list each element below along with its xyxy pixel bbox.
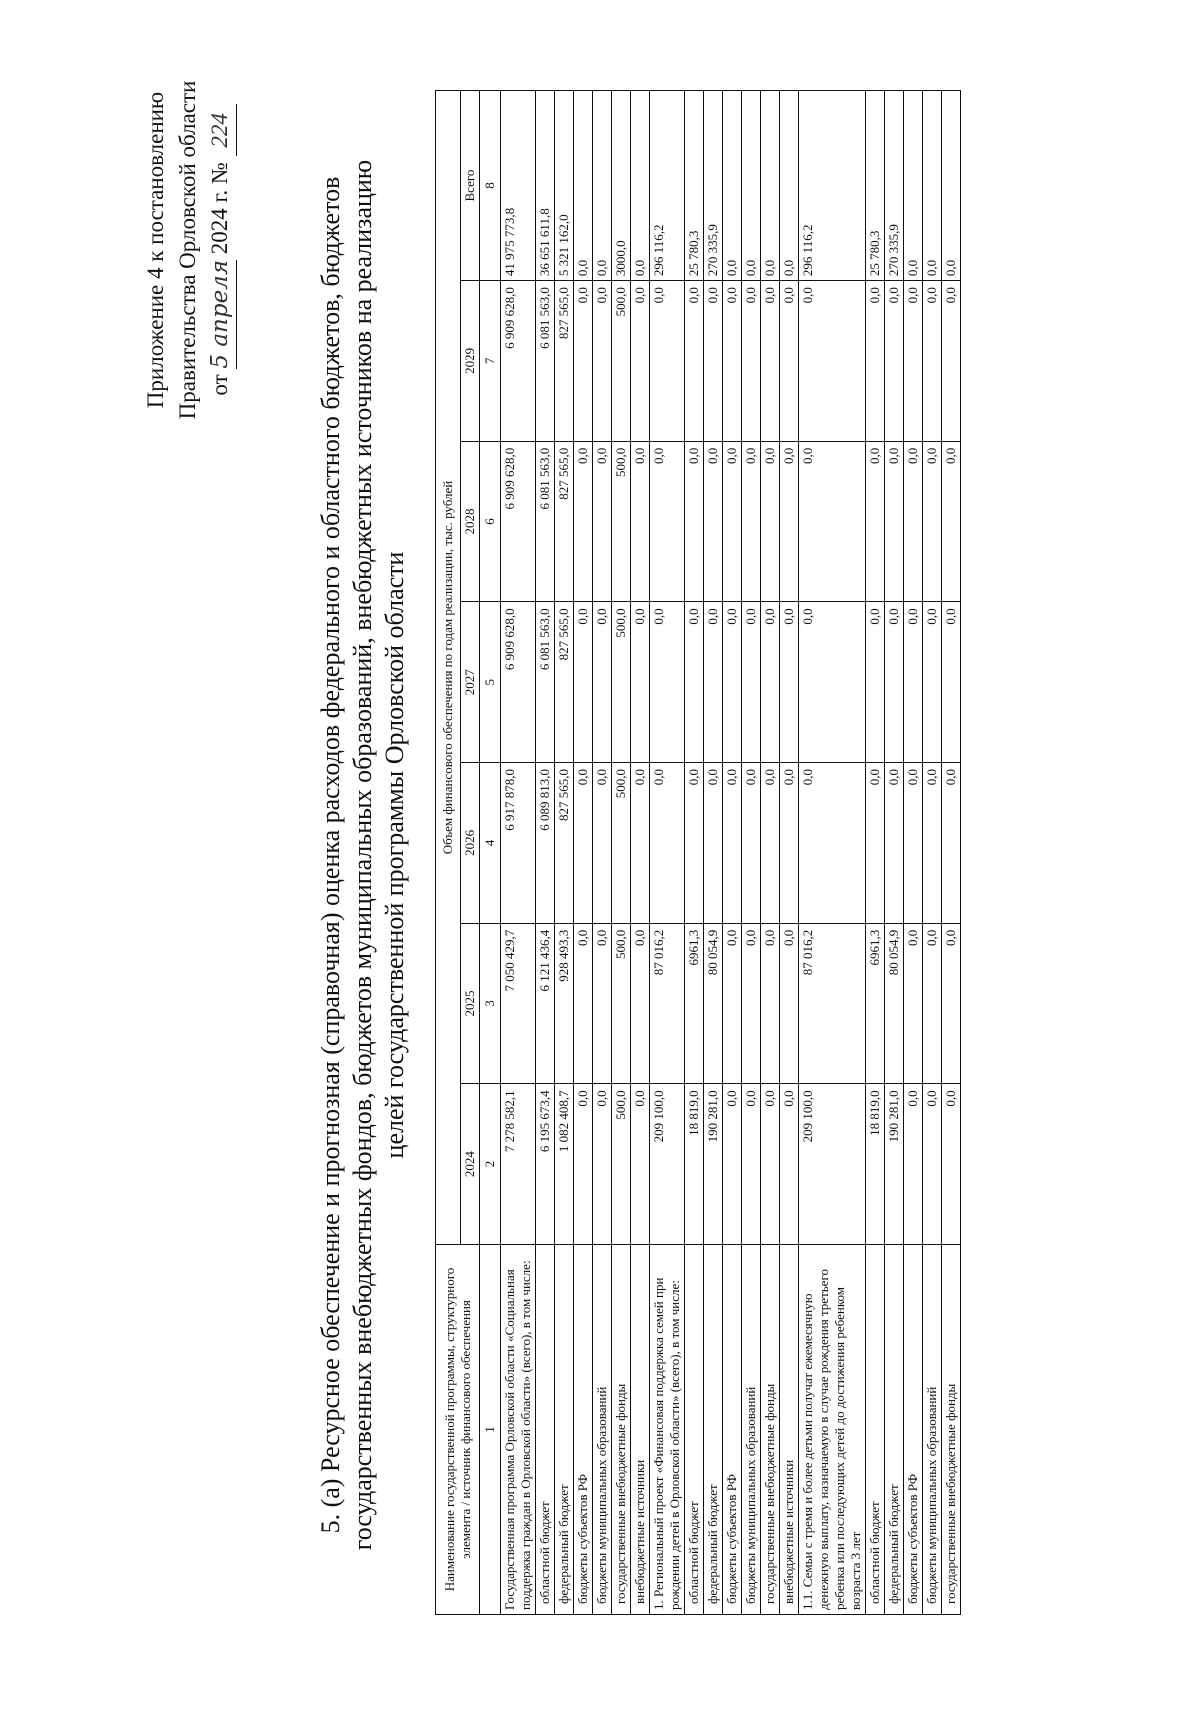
table-row <box>866 91 885 1615</box>
year-value-cell: 0,0 <box>593 763 612 924</box>
year-value-cell: 500,0 <box>612 441 631 602</box>
row-name-cell: бюджеты субъектов РФ <box>904 1245 923 1615</box>
year-header: Всего <box>461 91 480 281</box>
year-value-cell: 0,0 <box>761 602 780 763</box>
row-name-cell: 1.1. Семьи с тремя и более детьми получат ежемесячную денежную выплату, назначаемую в случае рождения третьего ребенка или последующих детей до достижения ребенком возраста 3 лет <box>799 1245 866 1615</box>
table-row <box>501 91 536 1615</box>
year-value-cell: 6961,3 <box>866 923 885 1084</box>
heading-line-3: целей государственной программы Орловской области <box>380 551 409 1159</box>
year-value-cell: 0,0 <box>631 441 650 602</box>
total-value-cell: 0,0 <box>923 91 942 281</box>
appendix-block <box>140 70 237 430</box>
handwritten-number: 224 <box>204 104 237 156</box>
year-value-cell: 6 195 673,4 <box>536 1084 555 1245</box>
year-value-cell: 0,0 <box>885 602 904 763</box>
total-value-cell: 5 321 162,0 <box>555 91 574 281</box>
year-value-cell: 0,0 <box>866 763 885 924</box>
year-value-cell: 0,0 <box>780 1084 799 1245</box>
year-header: 2024 <box>461 1084 480 1245</box>
year-value-cell: 6961,3 <box>685 923 704 1084</box>
year-value-cell: 0,0 <box>593 923 612 1084</box>
year-value-cell: 827 565,0 <box>555 281 574 442</box>
year-value-cell: 190 281,0 <box>885 1084 904 1245</box>
total-value-cell: 25 780,3 <box>685 91 704 281</box>
year-value-cell: 0,0 <box>923 1084 942 1245</box>
year-value-cell: 500,0 <box>612 602 631 763</box>
appendix-line-3 <box>204 70 237 430</box>
table-row <box>536 91 555 1615</box>
row-name-cell: бюджеты муниципальных образований <box>593 1245 612 1615</box>
year-value-cell: 0,0 <box>761 441 780 602</box>
year-value-cell: 6 121 436,4 <box>536 923 555 1084</box>
year-value-cell: 0,0 <box>574 1084 593 1245</box>
year-value-cell: 827 565,0 <box>555 441 574 602</box>
year-value-cell: 0,0 <box>761 281 780 442</box>
table-row <box>761 91 780 1615</box>
table-row <box>631 91 650 1615</box>
row-name-cell: государственные внебюджетные фонды <box>942 1245 961 1615</box>
appendix-line-2: Правительства Орловской области <box>175 80 200 420</box>
year-value-cell: 0,0 <box>904 763 923 924</box>
year-value-cell: 0,0 <box>593 602 612 763</box>
year-value-cell: 0,0 <box>923 602 942 763</box>
table-row <box>574 91 593 1615</box>
row-name-cell: 1. Региональный проект «Финансовая поддержка семей при рождении детей в Орловской области» (всего), в том числе: <box>650 1245 685 1615</box>
table-container <box>435 90 1130 1615</box>
year-value-cell: 0,0 <box>685 602 704 763</box>
column-number: 4 <box>480 763 501 924</box>
year-value-cell: 0,0 <box>723 441 742 602</box>
total-value-cell: 0,0 <box>723 91 742 281</box>
column-number: 7 <box>480 281 501 442</box>
table-row <box>650 91 685 1615</box>
year-value-cell: 500,0 <box>612 923 631 1084</box>
year-value-cell: 827 565,0 <box>555 763 574 924</box>
year-value-cell: 0,0 <box>704 763 723 924</box>
table-row <box>723 91 742 1615</box>
table-row <box>704 91 723 1615</box>
table-row <box>923 91 942 1615</box>
year-value-cell: 209 100,0 <box>650 1084 685 1245</box>
year-value-cell: 0,0 <box>742 602 761 763</box>
year-value-cell: 6 909 628,0 <box>501 441 536 602</box>
year-value-cell: 0,0 <box>761 1084 780 1245</box>
year-value-cell: 0,0 <box>904 602 923 763</box>
total-value-cell: 3000,0 <box>612 91 631 281</box>
year-value-cell: 87 016,2 <box>799 923 866 1084</box>
year-header: 2026 <box>461 763 480 924</box>
year-value-cell: 0,0 <box>704 281 723 442</box>
year-value-cell: 0,0 <box>704 441 723 602</box>
row-name-cell: областной бюджет <box>536 1245 555 1615</box>
year-value-cell: 0,0 <box>723 602 742 763</box>
handwritten-date: 5 апреля <box>204 260 237 369</box>
year-value-cell: 0,0 <box>650 763 685 924</box>
year-value-cell: 0,0 <box>650 281 685 442</box>
year-value-cell: 0,0 <box>574 281 593 442</box>
year-value-cell: 827 565,0 <box>555 602 574 763</box>
year-value-cell: 6 909 628,0 <box>501 602 536 763</box>
table-row <box>942 91 961 1615</box>
year-value-cell: 0,0 <box>904 923 923 1084</box>
year-value-cell: 0,0 <box>685 441 704 602</box>
year-header: 2027 <box>461 602 480 763</box>
year-value-cell: 0,0 <box>923 763 942 924</box>
year-value-cell: 0,0 <box>742 763 761 924</box>
rotated-page <box>40 50 1160 1660</box>
column-number: 1 <box>480 1245 501 1615</box>
row-name-cell: бюджеты субъектов РФ <box>574 1245 593 1615</box>
row-name-cell: бюджеты муниципальных образований <box>742 1245 761 1615</box>
year-value-cell: 0,0 <box>631 602 650 763</box>
year-value-cell: 0,0 <box>761 763 780 924</box>
total-value-cell: 36 651 611,8 <box>536 91 555 281</box>
year-value-cell: 0,0 <box>631 1084 650 1245</box>
year-value-cell: 0,0 <box>866 281 885 442</box>
year-value-cell: 0,0 <box>742 1084 761 1245</box>
year-value-cell: 0,0 <box>904 1084 923 1245</box>
name-column-header: Наименование государственной программы, структурного элемента / источник финансового обеспечения <box>436 1245 480 1615</box>
appendix-year: 2024 г. № <box>207 162 232 255</box>
year-value-cell: 0,0 <box>723 281 742 442</box>
year-value-cell: 0,0 <box>631 763 650 924</box>
row-name-cell: бюджеты субъектов РФ <box>723 1245 742 1615</box>
year-value-cell: 0,0 <box>593 1084 612 1245</box>
year-value-cell: 0,0 <box>761 923 780 1084</box>
year-value-cell: 0,0 <box>799 763 866 924</box>
year-value-cell: 6 081 563,0 <box>536 441 555 602</box>
row-name-cell: внебюджетные источники <box>631 1245 650 1615</box>
year-value-cell: 0,0 <box>574 602 593 763</box>
heading-line-1: 5. (а) Ресурсное обеспечение и прогнозная (справочная) оценка расходов федерального и областного бюджетов, бюджетов <box>316 176 345 1534</box>
year-value-cell: 0,0 <box>942 923 961 1084</box>
year-value-cell: 0,0 <box>742 281 761 442</box>
year-value-cell: 0,0 <box>574 923 593 1084</box>
year-value-cell: 1 082 408,7 <box>555 1084 574 1245</box>
year-value-cell: 0,0 <box>742 923 761 1084</box>
table-row <box>555 91 574 1615</box>
year-value-cell: 0,0 <box>723 763 742 924</box>
row-name-cell: бюджеты муниципальных образований <box>923 1245 942 1615</box>
year-value-cell: 18 819,0 <box>685 1084 704 1245</box>
row-name-cell: федеральный бюджет <box>555 1245 574 1615</box>
year-value-cell: 500,0 <box>612 1084 631 1245</box>
total-value-cell: 0,0 <box>631 91 650 281</box>
total-value-cell: 0,0 <box>574 91 593 281</box>
year-value-cell: 18 819,0 <box>866 1084 885 1245</box>
total-value-cell: 0,0 <box>742 91 761 281</box>
year-value-cell: 0,0 <box>799 441 866 602</box>
year-value-cell: 0,0 <box>650 602 685 763</box>
year-value-cell: 0,0 <box>593 441 612 602</box>
row-name-cell: федеральный бюджет <box>885 1245 904 1615</box>
year-value-cell: 500,0 <box>612 763 631 924</box>
year-value-cell: 0,0 <box>885 763 904 924</box>
table-row <box>799 91 866 1615</box>
document-heading <box>315 120 411 1590</box>
row-name-cell: государственные внебюджетные фонды <box>761 1245 780 1615</box>
row-name-cell: государственные внебюджетные фонды <box>612 1245 631 1615</box>
year-value-cell: 0,0 <box>923 281 942 442</box>
table-row <box>742 91 761 1615</box>
total-value-cell: 0,0 <box>904 91 923 281</box>
table-row <box>612 91 631 1615</box>
year-value-cell: 0,0 <box>780 763 799 924</box>
appendix-prefix: от <box>207 374 232 396</box>
year-value-cell: 0,0 <box>923 923 942 1084</box>
year-value-cell: 0,0 <box>923 441 942 602</box>
year-value-cell: 0,0 <box>780 923 799 1084</box>
total-value-cell: 0,0 <box>761 91 780 281</box>
total-value-cell: 0,0 <box>780 91 799 281</box>
year-value-cell: 0,0 <box>723 1084 742 1245</box>
year-value-cell: 0,0 <box>631 281 650 442</box>
table-row <box>885 91 904 1615</box>
year-value-cell: 0,0 <box>885 441 904 602</box>
year-value-cell: 0,0 <box>704 602 723 763</box>
year-value-cell: 928 493,3 <box>555 923 574 1084</box>
column-number: 3 <box>480 923 501 1084</box>
year-value-cell: 0,0 <box>650 441 685 602</box>
year-value-cell: 0,0 <box>574 441 593 602</box>
table-row <box>685 91 704 1615</box>
year-value-cell: 0,0 <box>885 281 904 442</box>
row-name-cell: федеральный бюджет <box>704 1245 723 1615</box>
year-value-cell: 80 054,9 <box>885 923 904 1084</box>
year-value-cell: 0,0 <box>685 281 704 442</box>
row-name-cell: областной бюджет <box>685 1245 704 1615</box>
column-number: 5 <box>480 602 501 763</box>
heading-line-2: государственных внебюджетных фондов, бюджетов муниципальных образований, внебюджетных источников на реализацию <box>348 159 377 1551</box>
year-value-cell: 0,0 <box>780 441 799 602</box>
year-value-cell: 190 281,0 <box>704 1084 723 1245</box>
total-value-cell: 0,0 <box>942 91 961 281</box>
year-value-cell: 6 917 878,0 <box>501 763 536 924</box>
year-value-cell: 7 050 429,7 <box>501 923 536 1084</box>
year-value-cell: 7 278 582,1 <box>501 1084 536 1245</box>
year-value-cell: 0,0 <box>866 602 885 763</box>
year-value-cell: 6 081 563,0 <box>536 281 555 442</box>
year-value-cell: 209 100,0 <box>799 1084 866 1245</box>
table-row <box>780 91 799 1615</box>
year-header: 2028 <box>461 441 480 602</box>
table-row <box>904 91 923 1615</box>
year-header: 2029 <box>461 281 480 442</box>
row-name-cell: областной бюджет <box>866 1245 885 1615</box>
year-value-cell: 0,0 <box>685 763 704 924</box>
total-value-cell: 41 975 773,8 <box>501 91 536 281</box>
year-value-cell: 0,0 <box>780 281 799 442</box>
row-name-cell: внебюджетные источники <box>780 1245 799 1615</box>
year-value-cell: 0,0 <box>723 923 742 1084</box>
group-header: Объем финансового обеспечения по годам реализации, тыс. рублей <box>436 91 461 1245</box>
total-value-cell: 270 335,9 <box>885 91 904 281</box>
year-value-cell: 0,0 <box>799 602 866 763</box>
year-value-cell: 0,0 <box>942 441 961 602</box>
year-value-cell: 0,0 <box>942 281 961 442</box>
year-value-cell: 6 909 628,0 <box>501 281 536 442</box>
year-value-cell: 500,0 <box>612 281 631 442</box>
year-value-cell: 0,0 <box>631 923 650 1084</box>
total-value-cell: 25 780,3 <box>866 91 885 281</box>
year-value-cell: 6 081 563,0 <box>536 602 555 763</box>
total-value-cell: 270 335,9 <box>704 91 723 281</box>
total-value-cell: 0,0 <box>593 91 612 281</box>
year-header: 2025 <box>461 923 480 1084</box>
column-number: 6 <box>480 441 501 602</box>
year-value-cell: 0,0 <box>742 441 761 602</box>
appendix-line-1: Приложение 4 к постановлению <box>143 91 168 409</box>
year-value-cell: 80 054,9 <box>704 923 723 1084</box>
year-value-cell: 0,0 <box>942 763 961 924</box>
year-value-cell: 0,0 <box>593 281 612 442</box>
year-value-cell: 0,0 <box>866 441 885 602</box>
row-name-cell: Государственная программа Орловской области «Социальная поддержка граждан в Орловской области» (всего), в том числе: <box>501 1245 536 1615</box>
table-row <box>593 91 612 1615</box>
column-number: 8 <box>480 91 501 281</box>
year-value-cell: 87 016,2 <box>650 923 685 1084</box>
financing-table <box>435 90 961 1615</box>
total-value-cell: 296 116,2 <box>799 91 866 281</box>
year-value-cell: 0,0 <box>799 281 866 442</box>
year-value-cell: 6 089 813,0 <box>536 763 555 924</box>
year-value-cell: 0,0 <box>574 763 593 924</box>
year-value-cell: 0,0 <box>904 441 923 602</box>
year-value-cell: 0,0 <box>904 281 923 442</box>
column-number: 2 <box>480 1084 501 1245</box>
year-value-cell: 0,0 <box>942 1084 961 1245</box>
year-value-cell: 0,0 <box>780 602 799 763</box>
total-value-cell: 296 116,2 <box>650 91 685 281</box>
year-value-cell: 0,0 <box>942 602 961 763</box>
